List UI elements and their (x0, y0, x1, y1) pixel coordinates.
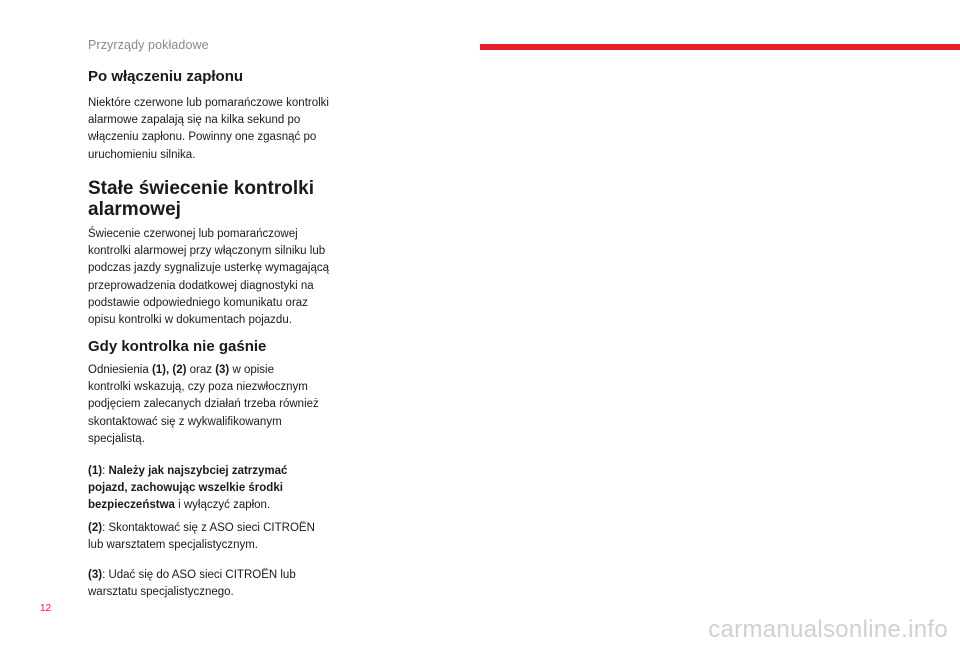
section-header: Przyrządy pokładowe (88, 38, 209, 52)
note-1: (1): Należy jak najszybciej zatrzymać pojazd, zachowując wszelkie środki bezpieczeństwa i wyłączyć zapłon. (88, 465, 288, 512)
heading-light-stays-on: Gdy kontrolka nie gaśnie (88, 338, 267, 355)
paragraph-light-stays-on: Odniesienia (1), (2) oraz (3) w opisie kontrolki wskazują, czy poza niezwłocznym podjęciem zalecanych działań trzeba również skontaktować się z wykwalifikowanym specjalistą. (88, 364, 319, 445)
header-accent-bar (480, 44, 960, 50)
heading-ignition: Po włączeniu zapłonu (88, 68, 244, 85)
note-3: (3): Udać się do ASO sieci CITROËN lub warsztatu specjalistycznego. (88, 569, 296, 599)
paragraph-ignition: Niektóre czerwone lub pomarańczowe kontrolki alarmowe zapalają się na kilka sekund po włączeniu zapłonu. Powinny one zgasnąć po uruchomieniu silnika. (88, 97, 329, 161)
note-2: (2): Skontaktować się z ASO sieci CITROËN lub warsztatem specjalistycznym. (88, 522, 315, 552)
page-number: 12 (40, 603, 52, 614)
paragraph-constant-warning: Świecenie czerwonej lub pomarańczowej kontrolki alarmowej przy włączonym silniku lub podczas jazdy sygnalizuje usterkę wymagającą przeprowadzenia dodatkowej diagnostyki na podstawie odpowiedniego komunikatu oraz opisu kontrolki w dokumentach pojazdu. (88, 228, 329, 327)
heading-constant-warning: Stałe świecenie kontrolki alarmowej (88, 178, 314, 220)
watermark: carmanualsonline.info (708, 616, 948, 643)
